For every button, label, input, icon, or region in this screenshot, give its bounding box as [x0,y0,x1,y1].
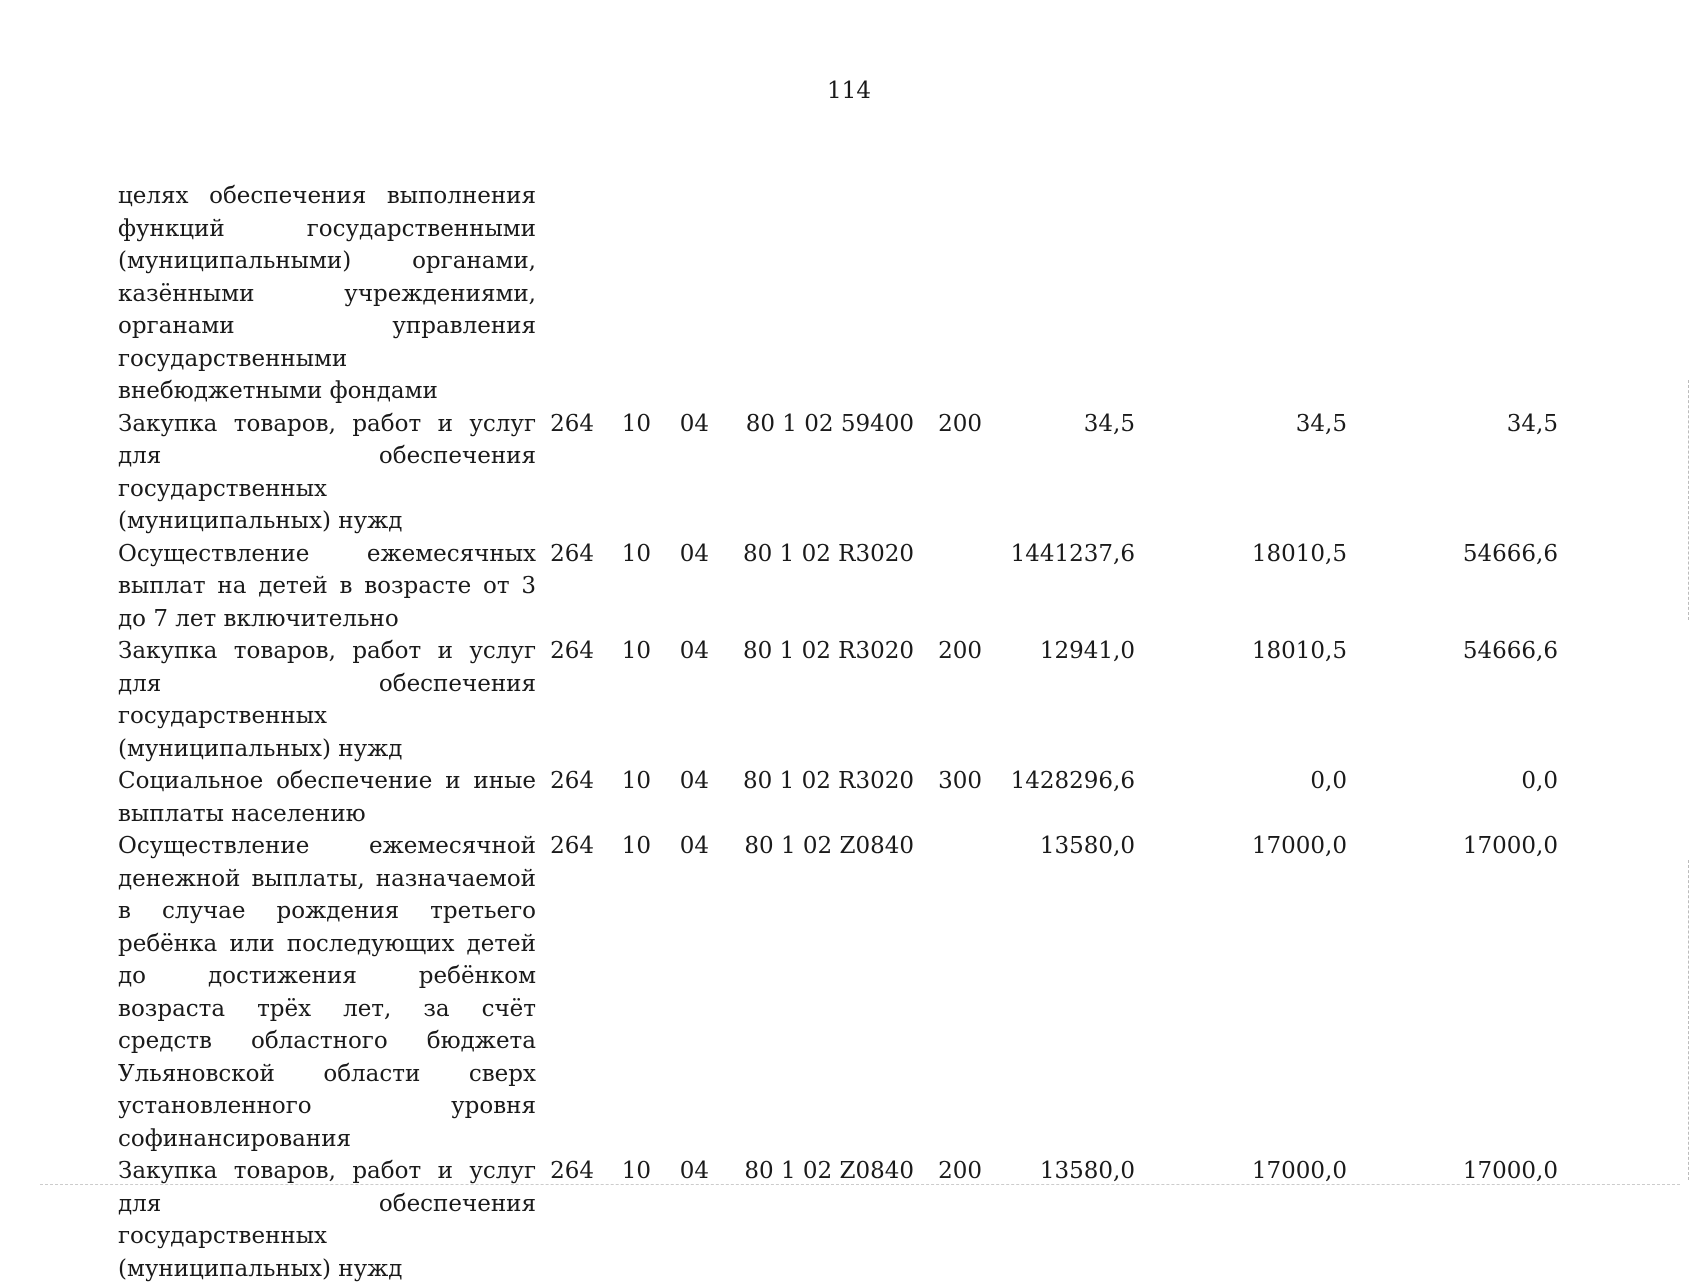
table-row [118,830,1558,1155]
row-amount-year3: 34,5 [1506,410,1558,437]
table-body [118,180,1558,1285]
row-subsection-code [651,180,709,408]
row-target-code: 80 1 02 Z0840 [744,1158,914,1184]
row-amount-year1: 1441237,6 [1010,540,1135,567]
row-section-code: 10 [621,833,651,859]
table-row [118,635,1558,765]
row-amount-year1 [982,180,1135,408]
row-expense-type [914,180,982,408]
row-expense-type: 200 [938,1158,982,1184]
row-org-code [536,180,594,408]
row-target-code [709,180,914,408]
row-target-code: 80 1 02 R3020 [743,638,914,664]
row-amount-year2: 17000,0 [1251,833,1347,859]
row-subsection-code: 04 [679,768,709,794]
row-amount-year1: 13580,0 [1039,1158,1135,1184]
scan-bottom-line [40,1184,1680,1185]
row-description: Социальное обеспечение и иные выплаты населению [118,768,536,827]
row-amount-year1: 12941,0 [1039,638,1135,664]
row-description: Закупка товаров, работ и услуг для обеспечения государственных (муниципальных) нужд [118,410,536,534]
row-expense-type: 300 [938,768,982,794]
row-org-code: 264 [550,638,594,664]
table-row [118,180,1558,408]
row-amount-year3 [1347,180,1558,408]
row-amount-year2: 18010,5 [1251,638,1347,664]
row-amount-year2: 0,0 [1310,768,1347,794]
row-section-code: 10 [621,638,651,664]
row-amount-year1: 1428296,6 [1010,768,1135,794]
row-description: Закупка товаров, работ и услуг для обеспечения государственных (муниципальных) нужд [118,1158,536,1282]
scan-edge-line [1688,860,1689,1180]
row-description: целях обеспечения выполнения функций государственными (муниципальными) органами, казёнными учреждениями, органами управления государственными внебюджетными фондами [118,183,536,404]
row-amount-year3: 17000,0 [1462,1158,1558,1184]
row-subsection-code: 04 [679,540,709,567]
row-subsection-code: 04 [679,410,709,437]
row-amount-year3: 54666,6 [1462,540,1558,567]
table-row [118,538,1558,636]
row-amount-year2 [1135,180,1347,408]
row-amount-year3: 0,0 [1521,768,1558,794]
row-description: Закупка товаров, работ и услуг для обеспечения государственных (муниципальных) нужд [118,638,536,762]
table-row [118,765,1558,830]
row-expense-type [914,538,982,636]
row-subsection-code: 04 [679,1158,709,1184]
row-org-code: 264 [550,833,594,859]
row-org-code: 264 [550,410,594,437]
row-amount-year3: 54666,6 [1462,638,1558,664]
row-target-code: 80 1 02 59400 [745,410,914,437]
row-section-code: 10 [621,540,651,567]
row-amount-year3: 17000,0 [1462,833,1558,859]
row-amount-year2: 18010,5 [1251,540,1347,567]
row-org-code: 264 [550,1158,594,1184]
row-org-code: 264 [550,768,594,794]
page-number: 114 [827,78,871,104]
row-expense-type: 200 [938,638,982,664]
row-org-code: 264 [550,540,594,567]
row-expense-type: 200 [938,410,982,437]
row-section-code: 10 [621,1158,651,1184]
row-subsection-code: 04 [679,833,709,859]
row-amount-year2: 34,5 [1295,410,1347,437]
row-amount-year1: 34,5 [1083,410,1135,437]
table-row [118,408,1558,538]
row-target-code: 80 1 02 R3020 [743,768,914,794]
row-amount-year2: 17000,0 [1251,1158,1347,1184]
row-section-code: 10 [621,768,651,794]
row-expense-type [914,830,982,1155]
row-description: Осуществление ежемесячной денежной выплаты, назначаемой в случае рождения третьего ребёнка или последующих детей до достижения ребёнком возраста трёх лет, за счёт средств областного бюджета Ульяновской области сверх установленного уровня софинансирования [118,833,536,1152]
table-row [118,1155,1558,1285]
budget-table [118,180,1558,1285]
row-subsection-code: 04 [679,638,709,664]
row-target-code: 80 1 02 R3020 [743,540,914,567]
row-amount-year1: 13580,0 [1039,833,1135,859]
row-section-code: 10 [621,410,651,437]
row-description: Осуществление ежемесячных выплат на детей в возрасте от 3 до 7 лет включительно [118,540,536,632]
row-section-code [594,180,651,408]
row-target-code: 80 1 02 Z0840 [744,833,914,859]
scan-edge-line [1688,380,1689,620]
